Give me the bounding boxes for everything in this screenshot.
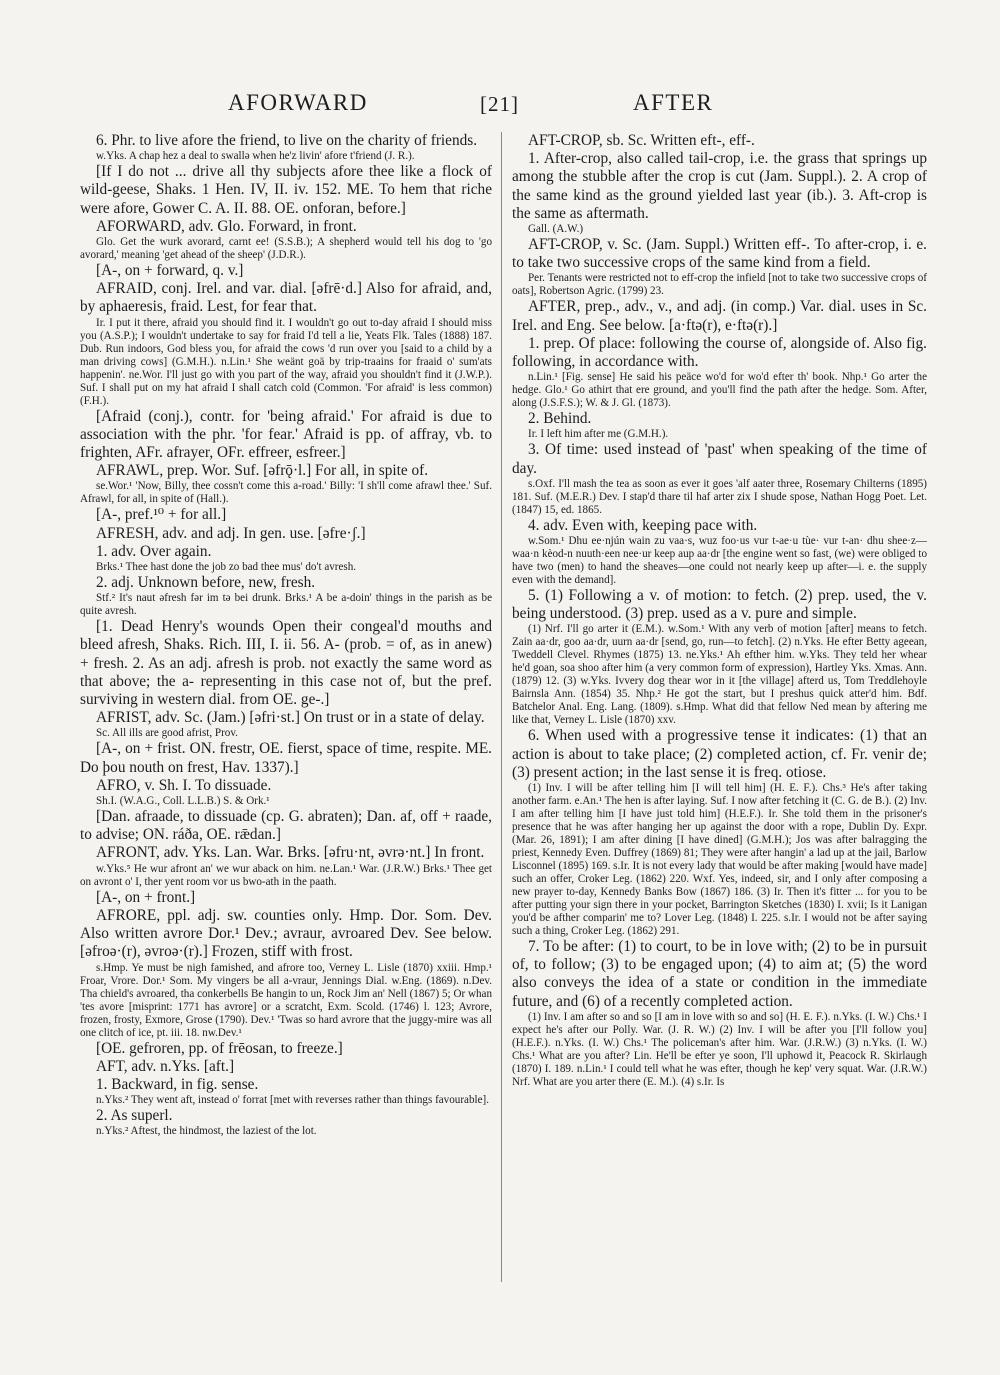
citation-paragraph: s.Oxf. I'll mash the tea as soon as ever it goes 'alf aater three, Rosemary Chilterns (1895) 181. Suf. (M.E.R.) Dev. I stap'd thare til haf arter zix I shude spose, Nathan Hogg Poet. Let. (1847) 15, ed. 1865. xyxy=(512,477,927,516)
right-column xyxy=(512,132,927,1282)
entry-paragraph: AFORWARD, adv. Glo. Forward, in front. xyxy=(96,217,357,235)
entry-paragraph: 4. adv. Even with, keeping pace with. xyxy=(528,516,758,534)
citation-paragraph: Sc. All ills are good afrist, Prov. xyxy=(96,727,238,740)
entry-paragraph: AFRORE, ppl. adj. sw. counties only. Hmp. Dor. Som. Dev. Also written avrore Dor.¹ Dev.; avraur, avroared Dev. See below. [əfroə·(r), əvroə·(r).] Frozen, stiff with frost. xyxy=(80,906,492,961)
entry-paragraph: 1. After-crop, also called tail-crop, i.e. the grass that springs up among the stubble after the crop is cut (Jam. Suppl.). 2. A crop of the same kind as the ground yielded last year (ib.). 3. Aft-crop is the same as aftermath. xyxy=(512,150,927,222)
entry-paragraph: [A-, on + frist. ON. frestr, OE. fierst, space of time, respite. ME. Do þou nouth on frest, Hav. 1337).] xyxy=(80,740,492,776)
header-right-guide-word: AFTER xyxy=(633,90,714,115)
entry-paragraph: [Dan. afraade, to dissuade (cp. G. abraten); Dan. af, off + raade, to advise; ON. ráða, OE. rǣdan.] xyxy=(80,808,492,844)
entry-paragraph: [A-, pref.¹⁰ + for all.] xyxy=(96,506,227,524)
entry-paragraph: [A-, on + forward, q. v.] xyxy=(96,262,244,280)
entry-paragraph: [A-, on + front.] xyxy=(96,888,196,906)
citation-paragraph: Glo. Get the wurk avorard, carnt ee! (S.S.B.); A shepherd would tell his dog to 'go avorard,' meaning 'get ahead of the sheep' (J.D.R.). xyxy=(80,236,492,262)
entry-paragraph: AFT, adv. n.Yks. [aft.] xyxy=(96,1057,235,1075)
citation-paragraph: w.Yks.⁵ He wur afront an' we wur aback on him. ne.Lan.¹ War. (J.R.W.) Brks.¹ Thee get on avront o' I, ther yent room vor us bwo-ath in the paath. xyxy=(80,862,492,888)
entry-paragraph: 1. adv. Over again. xyxy=(96,542,212,560)
page-number: [21] xyxy=(480,92,519,116)
entry-paragraph: AFRAWL, prep. Wor. Suf. [əfrǭ·l.] For all, in spite of. xyxy=(96,462,429,480)
citation-paragraph: n.Yks.² They went aft, instead o' forrat [met with reverses rather than things favourable]. xyxy=(96,1094,489,1107)
entry-paragraph: 6. Phr. to live afore the friend, to live on the charity of friends. xyxy=(96,132,478,149)
entry-paragraph: AFTER, prep., adv., v., and adj. (in comp.) Var. dial. uses in Sc. Irel. and Eng. See below. [a·ftə(r), e·ftə(r).] xyxy=(512,298,927,334)
entry-paragraph: AFRAID, conj. Irel. and var. dial. [əfrē·d.] Also for afraid, and, by aphaeresis, fraid. Lest, for fear that. xyxy=(80,280,492,316)
citation-paragraph: Per. Tenants were restricted not to eff-crop the infield [not to take two successive crops of oats], Robertson Agric. (1799) 23. xyxy=(512,272,927,298)
entry-paragraph: AFT-CROP, sb. Sc. Written eft-, eff-. xyxy=(528,132,755,149)
citation-paragraph: se.Wor.¹ 'Now, Billy, thee cossn't come this a-road.' Billy: 'I sh'll come afrawl thee.' Suf. Afrawl, for all, in spite of (Hall.). xyxy=(80,480,492,506)
citation-paragraph: n.Yks.² Aftest, the hindmost, the laziest of the lot. xyxy=(96,1125,317,1138)
citation-paragraph: (1) Nrf. I'll go arter it (E.M.). w.Som.¹ With any verb of motion [after] means to fetch. Zain aa·dr, goo aa·dr, uurn aa·dr [send, go, run—to fetch]. (2) n.Yks. He efter Betty ageean, Tweddell Clevel. Rhymes (1875) 13. ne.Yks.¹ Ah efther him. w.Yks. They teld her whear he'd goan, soa shoo after him (a very common form of expression), Hartley Yks. Xmas. Ann. (1879) 12. (3) w.Yks. Ivvery dog thear wor in it [the village] afterd us, Tom Treddlehoyle Bairnsla Ann. (1854) 35. Nhp.² He got the start, but I preshus quick atter'd him. Bdf. Batchelor Anal. Eng. Lang. (1809). s.Hmp. What did that fellow Ned mean by aftering me like that, Verney L. Lisle (1870) xxv. xyxy=(512,623,927,727)
entry-paragraph: [Afraid (conj.), contr. for 'being afraid.' For afraid is due to association with the phr. 'for fear.' Afraid is pp. of affray, vb. to frighten, AFr. afrayer, OFr. effreer, esfreer.] xyxy=(80,407,492,462)
entry-paragraph: 5. (1) Following a v. of motion: to fetch. (2) prep. used, the v. being understood. (3) prep. used as a v. pure and simple. xyxy=(512,587,927,623)
entry-paragraph: 2. As superl. xyxy=(96,1107,173,1125)
entry-paragraph: AFRESH, adv. and adj. In gen. use. [əfre·ʃ.] xyxy=(96,524,366,542)
citation-paragraph: s.Hmp. Ye must be nigh famished, and afrore too, Verney L. Lisle (1870) xxiii. Hmp.¹ Froar, Vrore. Dor.¹ Som. My vingers be all a-vraur, Jennings Dial. w.Eng. (1869). n.Dev. Tha chield's avroared, tha conkerbells Be hangin to un, Rock Jim an' Nell (1867) 5; Or whan 'tes avore [misprint: 1771 has avrore] or a scratcht, Exm. Scold. (1746) l. 123; Avrore, frozen, frosty, Exmore, Grose (1790). Dev.¹ 'Twas so hard avrore that the juggy-mire was all one clitch of ice, pt. iii. 18. nw.Dev.¹ xyxy=(80,961,492,1039)
entry-paragraph: AFT-CROP, v. Sc. (Jam. Suppl.) Written eff-. To after-crop, i. e. to take two successive crops of the same kind from a field. xyxy=(512,236,927,272)
citation-paragraph: Ir. I left him after me (G.M.H.). xyxy=(528,428,669,441)
citation-paragraph: w.Yks. A chap hez a deal to swallə when he'z livin' afore t'friend (J. R.). xyxy=(96,150,415,163)
entry-paragraph: 7. To be after: (1) to court, to be in love with; (2) to be in pursuit of, to follow; (3) to be engaged upon; (4) to aim at; (5) the word also conveys the idea of a state or condition in the immediate future, and (6) of a recently completed action. xyxy=(512,938,927,1010)
entry-paragraph: [If I do not ... drive all thy subjects afore thee like a flock of wild-geese, Shaks. 1 Hen. IV, II. iv. 152. ME. To hem that riche were afore, Gower C. A. II. 88. OE. onforan, before.] xyxy=(80,163,492,217)
page-header xyxy=(80,88,930,128)
citation-paragraph: Ir. I put it there, afraid you should find it. I wouldn't go out to-day afraid I should miss you (A.S.P.); I wouldn't undertake to say for fraid I'd tell a lie, Yeats Flk. Tales (1888) 187. Dub. Run indoors, God bless you, for afraid the cows 'd run over you [said to a child by a man driving cows] (G.M.H.). n.Lin.¹ She weänt goä by trip-traains for fraaid o' sum'ats happenin'. ne.Wor. I'll just go with you part of the way, afraid you shouldn't find it (J.W.P.). Suf. I shall put on my hat afraid I shall catch cold (Common. 'For afraid' is less common) (F.H.). xyxy=(80,316,492,407)
citation-paragraph: n.Lin.¹ [Fig. sense] He said his peäce wo'd for wo'd efter th' book. Nhp.¹ Go arter the hedge. Glo.¹ Go athirt that ere ground, and you'll find the path after the hedge. Som. After, along (J.S.F.S.); W. & J. Gl. (1873). xyxy=(512,371,927,410)
entry-paragraph: 6. When used with a progressive tense it indicates: (1) that an action is about to take place; (2) completed action, cf. Fr. venir de; (3) present action; in the last sense it is freq. otiose. xyxy=(512,727,927,781)
citation-paragraph: Gall. (A.W.) xyxy=(528,223,584,236)
entry-paragraph: AFRIST, adv. Sc. (Jam.) [əfri·st.] On trust or in a state of delay. xyxy=(96,709,485,727)
entry-paragraph: [1. Dead Henry's wounds Open their congeal'd mouths and bleed afresh, Shaks. Rich. III, I. ii. 56. A- (prob. = of, as in anew) + fresh. 2. As an adj. afresh is prob. not exactly the same word as that above; the a- representing in this case not of, but the pref. surviving in western dial. from OE. ge-.] xyxy=(80,618,492,709)
column-divider xyxy=(501,132,502,1282)
entry-paragraph: AFRONT, adv. Yks. Lan. War. Brks. [əfru·nt, əvrə·nt.] In front. xyxy=(96,844,485,862)
entry-paragraph: 1. prep. Of place: following the course of, alongside of. Also fig. following, in accordance with. xyxy=(512,334,927,371)
entry-paragraph: 2. Behind. xyxy=(528,410,592,428)
citation-paragraph: Stf.² It's naut əfresh fər im tə bei drunk. Brks.¹ A be a-doin' things in the parish as be quite avresh. xyxy=(80,592,492,618)
citation-paragraph: w.Som.¹ Dhu ee·njún wain zu vaa·s, wuz foo·us vur t-ae·u tùe· vur t-an· dhu shee·z—waa·n kèod-n nuuth·een nee·ur keep aup aa·dr [the engine went so fast, (we) were obliged to have two (men) to hand the sheaves—one could not nearly keep up after—i. e. the supply even with the demand]. xyxy=(512,535,927,587)
left-column xyxy=(80,132,492,1282)
citation-paragraph: Sh.I. (W.A.G., Coll. L.L.B.) S. & Ork.¹ xyxy=(96,795,270,808)
entry-paragraph: 2. adj. Unknown before, new, fresh. xyxy=(96,574,316,592)
entry-paragraph: AFRO, v. Sh. I. To dissuade. xyxy=(96,776,272,794)
entry-paragraph: 3. Of time: used instead of 'past' when speaking of the time of day. xyxy=(512,441,927,477)
entry-paragraph: [OE. gefroren, pp. of frēosan, to freeze.] xyxy=(96,1039,343,1057)
header-left-guide-word: AFORWARD xyxy=(228,90,368,115)
entry-paragraph: 1. Backward, in fig. sense. xyxy=(96,1075,259,1093)
citation-paragraph: (1) Inv. I am after so and so [I am in love with so and so] (H. E. F.). n.Yks. (I. W.) Chs.¹ I expect he's after our Polly. War. (J. R. W.) (2) Inv. I will be after you [I'll follow you] (H.E.F.). n.Yks. (I. W.) Chs.¹ The policeman's after him. War. (J.R.W.) (3) n.Yks. (I. W.) Chs.¹ What are you after? Lin. He'll be efter ye soon, I'll uphowd it, Peacock R. Skirlaugh (1870) I. 189. n.Lin.¹ I could tell what he was efter, though he kep' very squat. War. (J.R.W.) Nrf. What are you arter there (E. M.). (4) s.Ir. Is xyxy=(512,1010,927,1088)
citation-paragraph: Brks.¹ Thee hast done the job zo bad thee mus' do't avresh. xyxy=(96,561,357,574)
citation-paragraph: (1) Inv. I will be after telling him [I will tell him] (H. E. F.). Chs.³ He's after taking another farm. e.An.¹ The hen is after laying. Suf. I now after fetching it (C. G. de B.). (2) Inv. I am after telling him [I have just told him] (H.E.F.). Ir. She told them in the prisoner's presence that he was after hanging her up against the door with a rope, Dublin Dy. Expr. (Mar. 26, 1891); I am after dining [I have dined] (G.M.H.); Jos was after balragging the priest, Kennedy Even. Duffrey (1869) 81; They were after hangin' a lad up at the jail, Barlow Lisconnel (1895) 169. s.Ir. It is not every lady that would be after making [would have made] such an offer, Croker Leg. (1862) 220. Wxf. Yes, indeed, sir, and I only after composing a new prayer to-day, Kennedy Banks Bow (1867) 186. (3) Ir. Then it's fitter ... for you to be after putting your sign there in your pocket, Barrington Sketches (1830) I. xvii; Is it Lanigan you'd be afther comparin' me to? Lover Leg. (1848) I. 225. s.Ir. I would not be after saying such a thing, Croker Leg. (1862) 291. xyxy=(512,782,927,938)
